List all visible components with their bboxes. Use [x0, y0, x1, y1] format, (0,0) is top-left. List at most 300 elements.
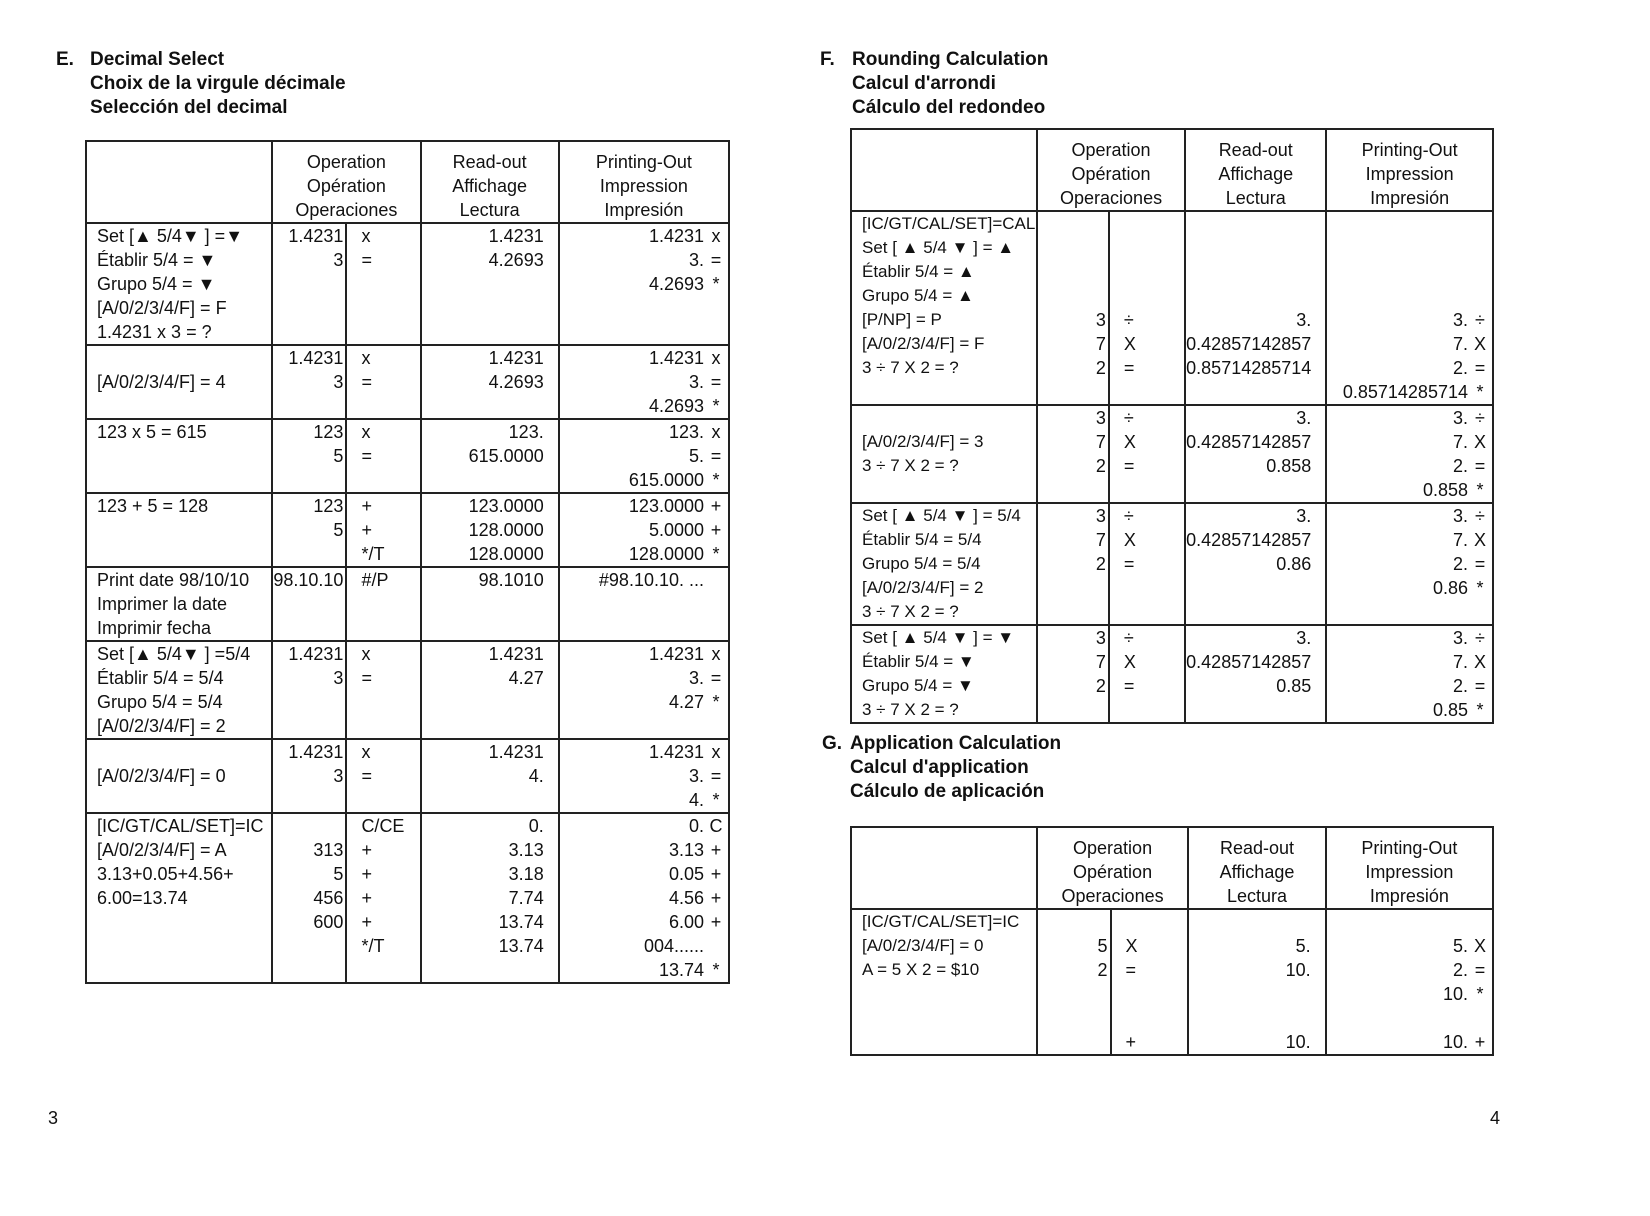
- readout-value: 10.: [1285, 960, 1311, 980]
- readout-value: [1189, 910, 1324, 934]
- readout-value: 0.: [528, 816, 544, 836]
- print-symbol: =: [710, 446, 722, 466]
- operation-number: 7: [1095, 432, 1106, 452]
- readout-cell: [1185, 503, 1326, 625]
- print-symbol: =: [1474, 358, 1486, 378]
- print-value: [1327, 1006, 1468, 1030]
- readout-value: 128.0000: [468, 544, 544, 564]
- operation-number: [1038, 260, 1108, 284]
- operation-number: 1.4231: [288, 348, 344, 368]
- readout-value: 5.: [1295, 936, 1311, 956]
- description-line: 3 ÷ 7 X 2 = ?: [862, 602, 959, 621]
- print-line: [1327, 1006, 1492, 1030]
- section-e-title-en: Decimal Select: [90, 49, 225, 70]
- operation-key: +: [1125, 1032, 1137, 1052]
- operation-key: ÷: [1123, 408, 1134, 428]
- operation-number: 3: [333, 668, 344, 688]
- description-line: [A/0/2/3/4/F] = F: [97, 298, 227, 318]
- operation-key: ÷: [1123, 310, 1134, 330]
- print-value: 2.: [1452, 358, 1468, 378]
- table-row: [851, 909, 1493, 1055]
- readout-cell: [421, 641, 559, 739]
- operation-key: X: [1125, 936, 1138, 956]
- print-value: 3.: [688, 668, 704, 688]
- operation-key: x: [361, 348, 371, 368]
- print-line: [1327, 356, 1492, 380]
- print-line: [1327, 552, 1492, 576]
- print-line: [1327, 934, 1492, 958]
- application-calculation-table: [850, 826, 1494, 1056]
- print-symbol: =: [710, 250, 722, 270]
- operation-key: =: [1123, 358, 1135, 378]
- operation-number-cell: [1037, 625, 1109, 723]
- print-symbol: =: [710, 372, 722, 392]
- print-line: [1327, 308, 1492, 332]
- operation-number: 5: [333, 446, 344, 466]
- print-symbol: C: [709, 816, 723, 836]
- operation-number-cell: [272, 493, 346, 567]
- operation-key: */T: [361, 936, 385, 956]
- print-symbol: +: [710, 888, 722, 908]
- header-operation: Operation Opération Operaciones: [1037, 129, 1185, 211]
- print-line: [560, 468, 728, 492]
- operation-key-cell: [1109, 211, 1185, 405]
- section-f-title-fr: Calcul d'arrondi: [852, 73, 996, 94]
- print-symbol: *: [1476, 382, 1484, 402]
- operation-number-cell: [1037, 211, 1109, 405]
- operation-key: #/P: [361, 570, 389, 590]
- operation-key: =: [361, 372, 372, 392]
- header-readout: Read-out Affichage Lectura: [1188, 827, 1325, 909]
- printing-cell: [1326, 625, 1493, 723]
- operation-key-cell: [1111, 909, 1189, 1055]
- description-line: Set [▲ 5/4▼ ] =5/4: [97, 644, 251, 664]
- print-symbol: =: [710, 668, 722, 688]
- operation-key: ÷: [1123, 628, 1134, 648]
- section-e-letter: E.: [56, 49, 74, 70]
- description-line: 1.4231 x 3 = ?: [97, 322, 212, 342]
- table-row: [86, 813, 729, 983]
- table-row: [86, 419, 729, 493]
- operation-key: [1110, 212, 1184, 236]
- print-symbol: x: [711, 742, 721, 762]
- description-line: Set [ ▲ 5/4 ▼ ] = ▼: [862, 628, 1015, 647]
- print-symbol: X: [1473, 432, 1486, 452]
- operation-key-cell: [346, 223, 420, 345]
- operation-key-cell: [1109, 503, 1185, 625]
- printing-cell: [559, 223, 729, 345]
- readout-cell: [1185, 211, 1326, 405]
- readout-cell: [421, 419, 559, 493]
- print-line: [1327, 674, 1492, 698]
- print-symbol: +: [710, 864, 722, 884]
- table-row: [86, 739, 729, 813]
- section-f-title-en: Rounding Calculation: [852, 49, 1049, 70]
- print-line: [560, 910, 728, 934]
- operation-number-cell: [1037, 503, 1109, 625]
- header-printing: Printing-Out Impression Impresión: [1326, 827, 1493, 909]
- print-line: [560, 346, 728, 370]
- print-line: [560, 764, 728, 788]
- printing-cell: [1326, 503, 1493, 625]
- print-line: [1327, 236, 1492, 260]
- operation-number: 98.10.10: [273, 570, 344, 590]
- print-symbol: =: [1474, 960, 1486, 980]
- print-value: 0.05: [668, 864, 704, 884]
- print-symbol: *: [1476, 700, 1484, 720]
- description-line: [852, 406, 1036, 430]
- description-line: Set [ ▲ 5/4 ▼ ] = 5/4: [862, 506, 1021, 525]
- operation-number: 3: [333, 250, 344, 270]
- print-line: [1327, 260, 1492, 284]
- print-value: 1.4231: [648, 226, 704, 246]
- operation-key: =: [1123, 554, 1135, 574]
- print-symbol: X: [1473, 936, 1486, 956]
- operation-key-cell: [346, 641, 420, 739]
- row-description: [86, 419, 272, 493]
- operation-number: 2: [1095, 358, 1106, 378]
- print-value: 5.: [1452, 936, 1468, 956]
- header-readout: Read-out Affichage Lectura: [1185, 129, 1326, 211]
- printing-cell: [559, 493, 729, 567]
- print-value: 3.: [1452, 310, 1468, 330]
- operation-key: ÷: [1123, 506, 1134, 526]
- header-printing: Printing-Out Impression Impresión: [559, 141, 729, 223]
- readout-value: 4.: [528, 766, 544, 786]
- description-line: Grupo 5/4 = 5/4: [97, 692, 223, 712]
- description-line: [A/0/2/3/4/F] = 0: [862, 936, 984, 955]
- print-line: [560, 814, 728, 838]
- operation-key: +: [361, 520, 372, 540]
- operation-number: 3: [1095, 310, 1106, 330]
- section-e-heading: [56, 48, 346, 120]
- description-line: [IC/GT/CAL/SET]=IC: [97, 816, 264, 836]
- print-symbol: [704, 934, 728, 958]
- print-value: 10.: [1442, 1032, 1468, 1052]
- operation-key: x: [361, 422, 371, 442]
- row-description: [86, 641, 272, 739]
- readout-value: 1.4231: [488, 742, 544, 762]
- operation-key: +: [361, 912, 372, 932]
- print-line: [560, 642, 728, 666]
- readout-value: 3.: [1296, 310, 1312, 330]
- row-description: [86, 493, 272, 567]
- table-row: [86, 641, 729, 739]
- print-line: [1327, 650, 1492, 674]
- row-description: [86, 567, 272, 641]
- readout-value: 0.42857142857: [1186, 334, 1312, 354]
- readout-cell: [421, 493, 559, 567]
- description-line: 123 x 5 = 615: [97, 422, 207, 442]
- operation-key: [1112, 982, 1188, 1006]
- operation-number: 3: [1095, 628, 1106, 648]
- operation-key-cell: [346, 739, 420, 813]
- operation-number: 5: [1097, 936, 1108, 956]
- description-line: Print date 98/10/10: [97, 570, 250, 590]
- readout-cell: [1185, 625, 1326, 723]
- print-value: 3.13: [668, 840, 704, 860]
- print-symbol: x: [711, 422, 721, 442]
- print-symbol: [1468, 212, 1492, 236]
- print-value: [1327, 260, 1468, 284]
- operation-number: [1038, 910, 1110, 934]
- section-g-heading: [822, 732, 1061, 804]
- description-line: Établir 5/4 = ▼: [862, 652, 975, 671]
- decimal-select-table: [85, 140, 730, 984]
- print-value: 123.: [668, 422, 704, 442]
- print-symbol: =: [1474, 676, 1486, 696]
- print-line: [1327, 958, 1492, 982]
- print-value: 3.: [1452, 408, 1468, 428]
- operation-key: =: [361, 250, 372, 270]
- print-value: 0.: [688, 816, 704, 836]
- readout-cell: [421, 739, 559, 813]
- operation-number: [1038, 284, 1108, 308]
- description-line: [IC/GT/CAL/SET]=CAL: [862, 214, 1036, 233]
- print-line: [1327, 430, 1492, 454]
- readout-value: 4.2693: [488, 250, 544, 270]
- operation-key: x: [361, 644, 371, 664]
- readout-value: 615.0000: [468, 446, 544, 466]
- operation-number: 313: [313, 840, 344, 860]
- print-line: [1327, 1030, 1492, 1054]
- header-blank-cell: [851, 129, 1037, 211]
- operation-key: [1110, 236, 1184, 260]
- print-line: [560, 862, 728, 886]
- description-line: [852, 1006, 1036, 1030]
- readout-cell: [421, 567, 559, 641]
- readout-value: 98.1010: [478, 570, 544, 590]
- header-operation: Operation Opération Operaciones: [1037, 827, 1188, 909]
- print-value: 7.: [1452, 334, 1468, 354]
- readout-value: 0.85: [1276, 676, 1312, 696]
- section-f-letter: F.: [820, 49, 835, 70]
- print-line: [1327, 212, 1492, 236]
- row-description: [851, 211, 1037, 405]
- print-symbol: ÷: [1475, 310, 1485, 330]
- section-g-letter: G.: [822, 733, 843, 754]
- operation-number: 7: [1095, 530, 1106, 550]
- description-line: [87, 346, 271, 370]
- print-value: 13.74: [658, 960, 704, 980]
- operation-number: 3: [1095, 506, 1106, 526]
- print-symbol: =: [710, 766, 722, 786]
- print-value: 4.27: [668, 692, 704, 712]
- print-value: 128.0000: [628, 544, 704, 564]
- print-value: 7.: [1452, 432, 1468, 452]
- operation-number: 1.4231: [288, 644, 344, 664]
- print-symbol: [1468, 910, 1492, 934]
- operation-number: 1.4231: [288, 226, 344, 246]
- table-header-row: [851, 129, 1493, 211]
- description-line: A = 5 X 2 = $10: [862, 960, 980, 979]
- readout-value: 4.27: [508, 668, 544, 688]
- operation-key: +: [361, 888, 372, 908]
- table-row: [86, 493, 729, 567]
- operation-key: X: [1123, 530, 1136, 550]
- print-line: [560, 394, 728, 418]
- table-row: [86, 567, 729, 641]
- operation-key: +: [361, 496, 372, 516]
- print-value: [1327, 236, 1468, 260]
- operation-key-cell: [1109, 625, 1185, 723]
- print-line: [560, 690, 728, 714]
- print-value: 0.85714285714: [1342, 382, 1468, 402]
- description-line: Établir 5/4 = 5/4: [97, 668, 224, 688]
- readout-value: 3.: [1296, 506, 1312, 526]
- description-line: 6.00=13.74: [97, 888, 188, 908]
- print-line: [560, 444, 728, 468]
- operation-number: 2: [1095, 676, 1106, 696]
- print-value: 2.: [1452, 960, 1468, 980]
- table-header-row: [851, 827, 1493, 909]
- description-line: 3.13+0.05+4.56+: [97, 864, 234, 884]
- print-value: 2.: [1452, 456, 1468, 476]
- section-e-title-fr: Choix de la virgule décimale: [90, 73, 346, 94]
- print-line: [1327, 698, 1492, 722]
- print-value: 0.85: [1432, 700, 1468, 720]
- readout-value: [1186, 212, 1325, 236]
- print-value: [1327, 910, 1468, 934]
- table-row: [851, 625, 1493, 723]
- print-line: [1327, 528, 1492, 552]
- description-line: [A/0/2/3/4/F] = 2: [862, 578, 984, 597]
- print-line: [560, 568, 728, 592]
- operation-number-cell: [272, 345, 346, 419]
- operation-number: [1038, 982, 1110, 1006]
- print-line: [1327, 910, 1492, 934]
- print-value: 2.: [1452, 554, 1468, 574]
- table-header-row: [86, 141, 729, 223]
- print-symbol: ÷: [1475, 408, 1485, 428]
- readout-value: 10.: [1285, 1032, 1311, 1052]
- description-line: Grupo 5/4 = ▲: [862, 286, 974, 305]
- section-g-title-fr: Calcul d'application: [850, 757, 1029, 778]
- operation-number: 2: [1097, 960, 1108, 980]
- printing-cell: [559, 419, 729, 493]
- e-rows: [86, 223, 729, 983]
- readout-value: [1186, 260, 1325, 284]
- readout-value: 123.0000: [468, 496, 544, 516]
- table-row: [851, 503, 1493, 625]
- print-symbol: =: [1474, 554, 1486, 574]
- print-value: 7.: [1452, 530, 1468, 550]
- readout-value: 0.42857142857: [1186, 652, 1312, 672]
- operation-key: x: [361, 226, 371, 246]
- description-line: [87, 740, 271, 764]
- print-symbol: X: [1473, 334, 1486, 354]
- operation-key-cell: [346, 345, 420, 419]
- operation-number-cell: [272, 641, 346, 739]
- operation-key: =: [361, 766, 372, 786]
- description-line: Établir 5/4 = 5/4: [862, 530, 982, 549]
- table-row: [851, 211, 1493, 405]
- operation-key: =: [361, 668, 372, 688]
- print-line: [560, 494, 728, 518]
- row-description: [86, 739, 272, 813]
- print-line: [1327, 284, 1492, 308]
- operation-key: [1112, 910, 1188, 934]
- row-description: [851, 405, 1037, 503]
- print-symbol: *: [712, 470, 720, 490]
- print-line: [560, 886, 728, 910]
- printing-cell: [559, 345, 729, 419]
- header-printing: Printing-Out Impression Impresión: [1326, 129, 1493, 211]
- readout-value: 123.: [508, 422, 544, 442]
- description-line: 3 ÷ 7 X 2 = ?: [862, 358, 959, 377]
- print-value: 3.: [688, 250, 704, 270]
- print-symbol: +: [1474, 1032, 1486, 1052]
- print-value: [1327, 212, 1468, 236]
- section-f-heading: [820, 48, 1048, 120]
- description-line: [852, 982, 1036, 1006]
- print-value: 5.: [688, 446, 704, 466]
- f-rows: [851, 211, 1493, 723]
- g-rows: [851, 909, 1493, 1055]
- operation-number: 7: [1095, 334, 1106, 354]
- description-line: [A/0/2/3/4/F] = 3: [862, 432, 984, 451]
- print-value: 7.: [1452, 652, 1468, 672]
- print-value: 4.2693: [648, 396, 704, 416]
- operation-number: [273, 814, 345, 838]
- print-value: 0.858: [1422, 480, 1468, 500]
- description-line: 3 ÷ 7 X 2 = ?: [862, 700, 959, 719]
- printing-cell: [559, 739, 729, 813]
- operation-number-cell: [272, 419, 346, 493]
- readout-value: 1.4231: [488, 226, 544, 246]
- operation-number: 5: [333, 520, 344, 540]
- print-symbol: [1468, 1006, 1492, 1030]
- print-symbol: *: [712, 790, 720, 810]
- readout-cell: [421, 345, 559, 419]
- print-value: 0.86: [1432, 578, 1468, 598]
- print-line: [1327, 576, 1492, 600]
- operation-key-cell: [346, 813, 420, 983]
- operation-key: =: [1123, 676, 1135, 696]
- description-line: [A/0/2/3/4/F] = 0: [97, 766, 226, 786]
- readout-cell: [1188, 909, 1325, 1055]
- operation-key: X: [1123, 652, 1136, 672]
- operation-number-cell: [1037, 405, 1109, 503]
- print-line: [560, 788, 728, 812]
- operation-key: =: [361, 446, 372, 466]
- readout-value: 13.74: [498, 912, 544, 932]
- readout-value: 0.42857142857: [1186, 432, 1312, 452]
- operation-number: 3: [333, 766, 344, 786]
- readout-value: 3.13: [508, 840, 544, 860]
- readout-cell: [421, 223, 559, 345]
- print-symbol: *: [1476, 984, 1484, 1004]
- operation-number: 123: [313, 496, 344, 516]
- print-symbol: x: [711, 644, 721, 664]
- row-description: [851, 503, 1037, 625]
- print-symbol: *: [1476, 578, 1484, 598]
- page-number-left: 3: [48, 1108, 59, 1128]
- print-symbol: X: [1473, 530, 1486, 550]
- description-line: Grupo 5/4 = ▼: [862, 676, 974, 695]
- print-line: [560, 934, 728, 958]
- printing-cell: [559, 567, 729, 641]
- print-value: 1.4231: [648, 644, 704, 664]
- print-value: 3.: [1452, 506, 1468, 526]
- print-symbol: ÷: [1475, 506, 1485, 526]
- print-symbol: x: [711, 226, 721, 246]
- readout-cell: [1185, 405, 1326, 503]
- operation-number: [273, 542, 345, 566]
- print-symbol: x: [711, 348, 721, 368]
- print-value: 1.4231: [648, 348, 704, 368]
- description-line: [852, 1030, 1036, 1054]
